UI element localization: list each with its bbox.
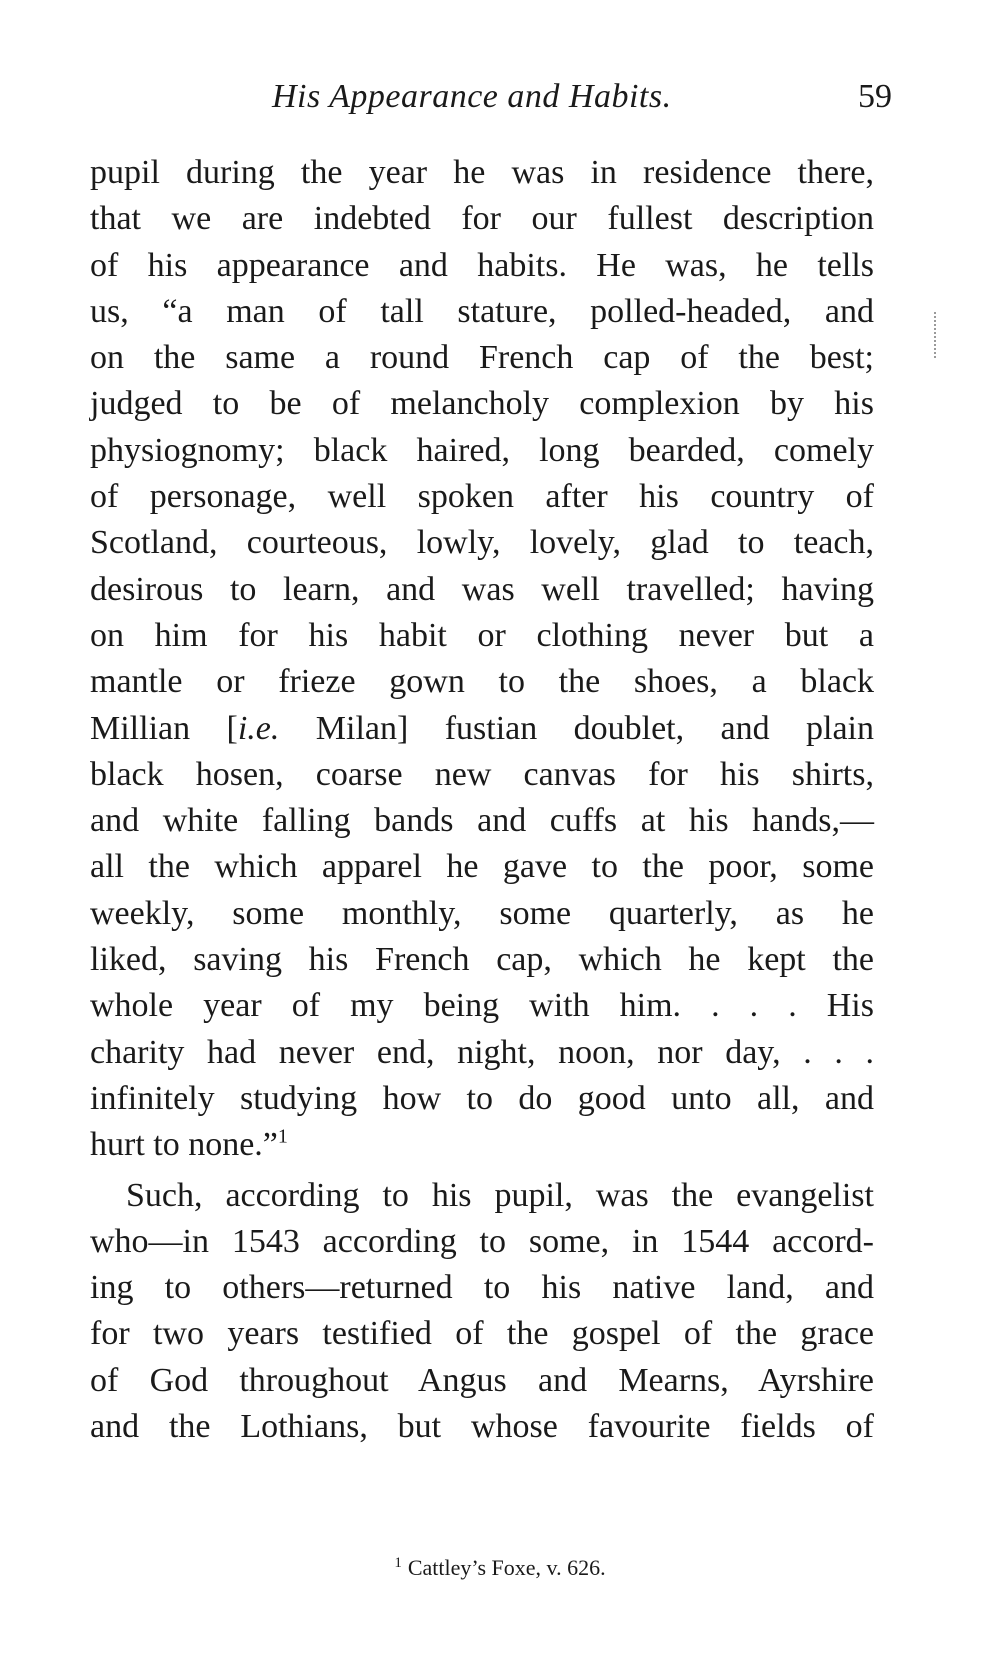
text-line: infinitely studying how to do good unto all, and <box>90 1079 874 1117</box>
paragraph-2 <box>90 1173 874 1451</box>
text-segment: hurt to none.” <box>90 1126 278 1164</box>
text-line: of personage, well spoken after his country of <box>90 478 874 516</box>
italic-abbreviation: i.e. <box>237 709 280 747</box>
text-line: desirous to learn, and was well travelled; having <box>90 570 874 608</box>
text-line: and white falling bands and cuffs at his hands,— <box>90 802 874 840</box>
running-title: His Appearance and Habits. <box>272 78 672 115</box>
text-line: black hosen, coarse new canvas for his shirts, <box>90 755 874 793</box>
footnote-text: Cattley’s Foxe, v. 626. <box>407 1555 606 1580</box>
text-line: whole year of my being with him. . . . His <box>90 987 874 1025</box>
body-text <box>90 150 874 1450</box>
text-line: that we are indebted for our fullest description <box>90 200 874 238</box>
text-line: judged to be of melancholy complexion by his <box>90 385 874 423</box>
text-line: of God throughout Angus and Mearns, Ayrshire <box>90 1361 874 1399</box>
text-line: physiognomy; black haired, long bearded, comely <box>90 431 874 469</box>
text-segment: Milan] fustian doublet, and plain <box>279 709 874 747</box>
footnote-reference: 1 <box>277 1125 288 1148</box>
text-line: on him for his habit or clothing never but a <box>90 616 874 654</box>
text-line: for two years testified of the gospel of the grace <box>90 1315 874 1353</box>
footnote-mark: 1 <box>394 1554 402 1571</box>
text-line-indented: Such, according to his pupil, was the evangelist <box>126 1176 874 1214</box>
text-line: Scotland, courteous, lowly, lovely, glad to teach, <box>90 524 874 562</box>
text-line: pupil during the year he was in residence there, <box>90 154 874 191</box>
footnote <box>0 1555 1000 1581</box>
text-line: and the Lothians, but whose favourite fields of <box>90 1408 874 1446</box>
text-line: liked, saving his French cap, which he kept the <box>90 941 874 979</box>
page-number: 59 <box>858 78 892 115</box>
text-line: ing to others—returned to his native land, and <box>90 1269 874 1307</box>
margin-dots-decoration <box>934 312 938 358</box>
text-line: who—in 1543 according to some, in 1544 accord- <box>90 1222 874 1260</box>
text-line: all the which apparel he gave to the poor, some <box>90 848 874 886</box>
text-line: mantle or frieze gown to the shoes, a black <box>90 663 874 701</box>
text-line: of his appearance and habits. He was, he tells <box>90 246 874 284</box>
text-line: weekly, some monthly, some quarterly, as he <box>90 894 874 932</box>
text-line: us, “a man of tall stature, polled-headed, and <box>90 292 874 330</box>
text-segment: Millian [ <box>90 709 238 747</box>
text-line: on the same a round French cap of the best; <box>90 339 874 377</box>
text-line-with-italic <box>90 706 874 752</box>
paragraph-1 <box>90 150 874 1169</box>
text-line-last <box>90 1122 874 1168</box>
running-head <box>0 78 1000 122</box>
text-line: charity had never end, night, noon, nor day, . . . <box>90 1033 874 1071</box>
